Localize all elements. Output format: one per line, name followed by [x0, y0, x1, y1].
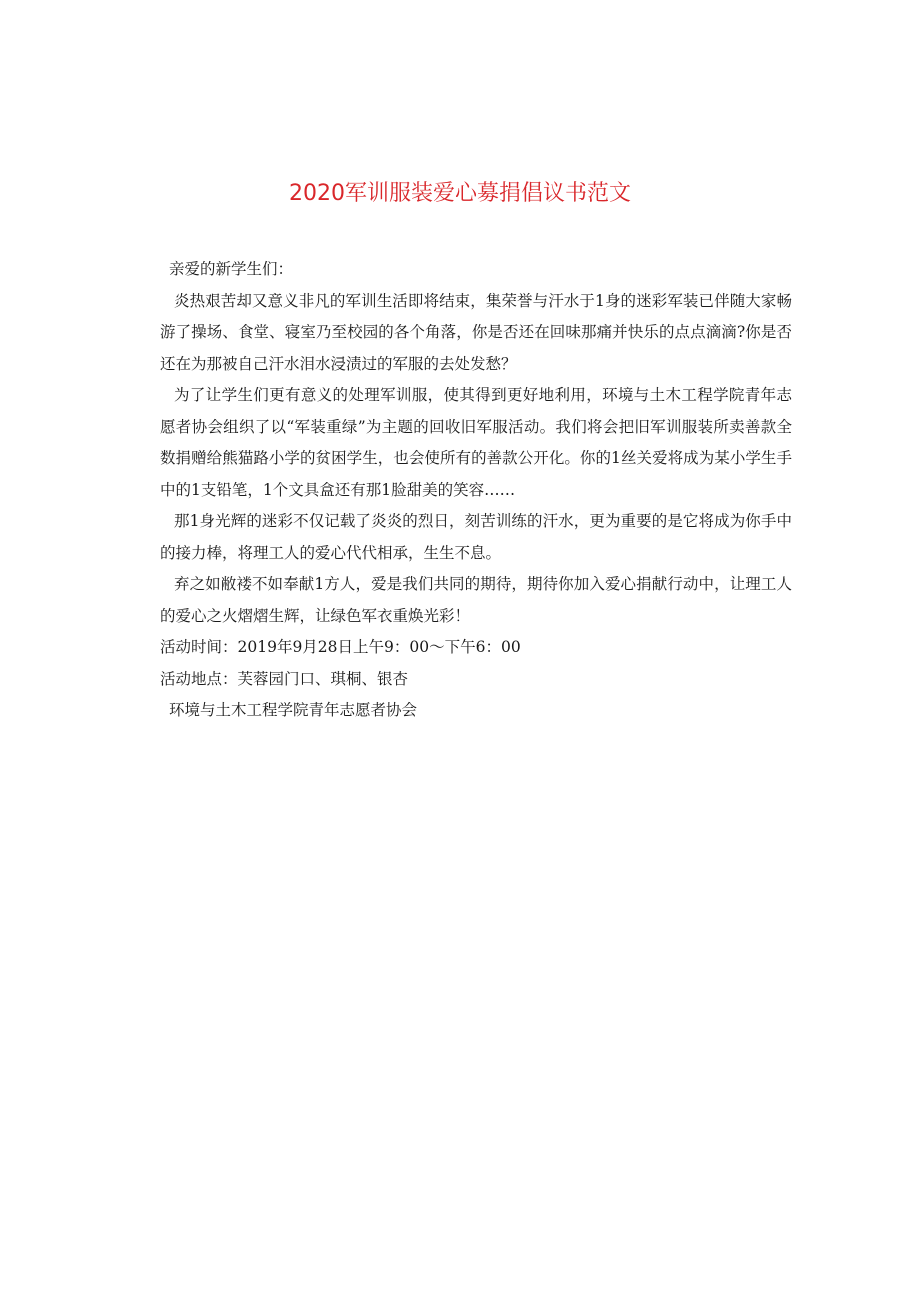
paragraph-2: 为了让学生们更有意义的处理军训服，使其得到更好地利用，环境与土木工程学院青年志愿者协会组织了以“军装重绿”为主题的回收旧军服活动。我们将会把旧军训服装所卖善款全数捐赠给熊猫路小学的贫困学生，也会使所有的善款公开化。你的1丝关爱将成为某小学生手中的1支铅笔，1个文具盒还有那1脸甜美的笑容……: [160, 386, 792, 499]
document-title: 2020军训服装爱心募捐倡议书范文: [289, 181, 631, 206]
event-location: 活动地点：芙蓉园门口、琪桐、银杏: [160, 669, 409, 688]
signature: 环境与土木工程学院青年志愿者协会: [169, 701, 418, 719]
paragraph-1: 炎热艰苦却又意义非凡的军训生活即将结束，集荣誉与汗水于1身的迷彩军装已伴随大家畅游了操场、食堂、寝室乃至校园的各个角落，你是否还在回味那痛并快乐的点点滴滴?你是否还在为那被自己汗水泪水浸渍过的军服的去处发愁？: [160, 291, 792, 373]
paragraph-4: 弃之如敝褛不如奉献1方人，爱是我们共同的期待，期待你加入爱心捐献行动中，让理工人的爱心之火熠熠生辉，让绿色军衣重焕光彩！: [160, 575, 792, 625]
paragraph-3: 那1身光辉的迷彩不仅记载了炎炎的烈日，刻苦训练的汗水，更为重要的是它将成为你手中的接力棒，将理工人的爱心代代相承，生生不息。: [160, 512, 792, 562]
greeting: 亲爱的新学生们：: [169, 260, 294, 278]
event-time: 活动时间：2019年9月28日上午9：00～下午6：00: [160, 638, 521, 656]
document-body: [160, 254, 792, 727]
